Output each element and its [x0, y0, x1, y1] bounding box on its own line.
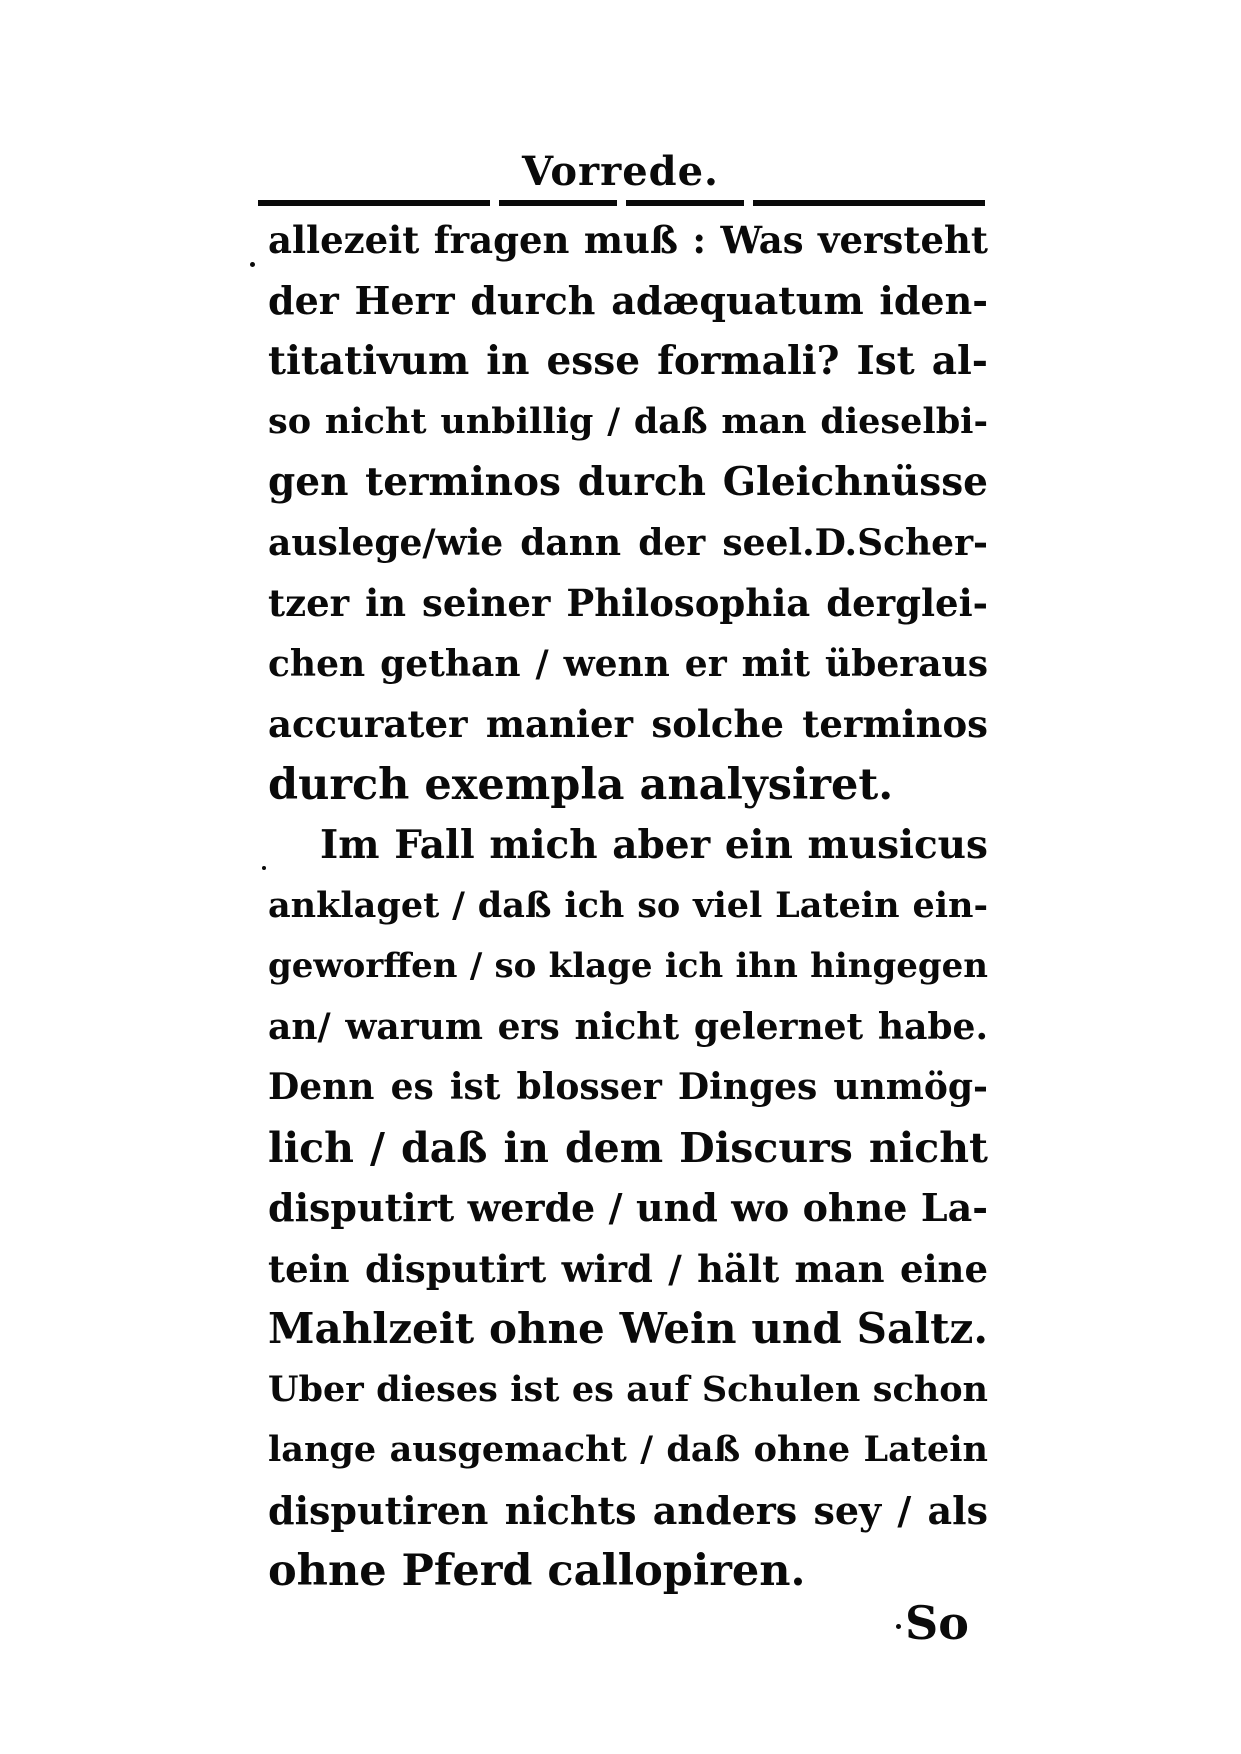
text-line: geworffen / so klage ich ihn hingegen: [268, 946, 988, 986]
rule-segment: [626, 200, 744, 206]
header-rule: [258, 200, 985, 206]
text-line: Denn es ist blosser Dinges unmög-: [268, 1066, 988, 1108]
text-line: chen gethan / wenn er mit überaus: [268, 642, 988, 685]
text-line: lich / daß in dem Discurs nicht: [268, 1123, 988, 1172]
text-line: disputiren nichts anders sey / als: [268, 1487, 988, 1533]
text-line: Uber dieses ist es auf Schulen schon: [268, 1368, 988, 1410]
ink-speck: [262, 866, 266, 870]
text-line: accurater manier solche terminos: [268, 702, 988, 746]
text-line: titativum in esse formali? Ist al-: [268, 338, 988, 384]
ink-speck: [896, 1624, 901, 1629]
text-line: tzer in seiner Philosophia derglei-: [268, 581, 988, 625]
text-line: so nicht unbillig / daß man dieselbi-: [268, 400, 988, 442]
text-line: Im Fall mich aber ein musicus: [320, 822, 988, 868]
text-line: an/ warum ers nicht gelernet habe.: [268, 1005, 988, 1048]
text-line: auslege/wie dann der seel.D.Scher-: [268, 521, 988, 564]
catchword: So: [905, 1596, 969, 1650]
text-line: gen terminos durch Gleichnüsse: [268, 459, 988, 505]
rule-segment: [499, 200, 617, 206]
text-line: disputirt werde / und wo ohne La-: [268, 1185, 988, 1230]
rule-segment: [753, 200, 985, 206]
text-line: allezeit fragen muß : Was versteht: [268, 218, 988, 262]
rule-segment: [258, 200, 490, 206]
text-line: tein disputirt wird / hält man eine: [268, 1246, 988, 1291]
text-line: anklaget / daß ich so viel Latein ein-: [268, 884, 988, 926]
paragraph: [268, 210, 988, 815]
text-line: ohne Pferd callopiren.: [268, 1546, 806, 1596]
text-line: lange ausgemacht / daß ohne Latein: [268, 1429, 988, 1470]
text-line: der Herr durch adæquatum iden-: [268, 277, 988, 323]
text-line: Mahlzeit ohne Wein und Saltz.: [268, 1304, 988, 1353]
ink-speck: [250, 262, 255, 267]
running-head: Vorrede.: [522, 148, 719, 195]
paragraph: [268, 815, 988, 1602]
text-line: durch exempla analysiret.: [268, 759, 894, 810]
body-text: [268, 210, 988, 1602]
